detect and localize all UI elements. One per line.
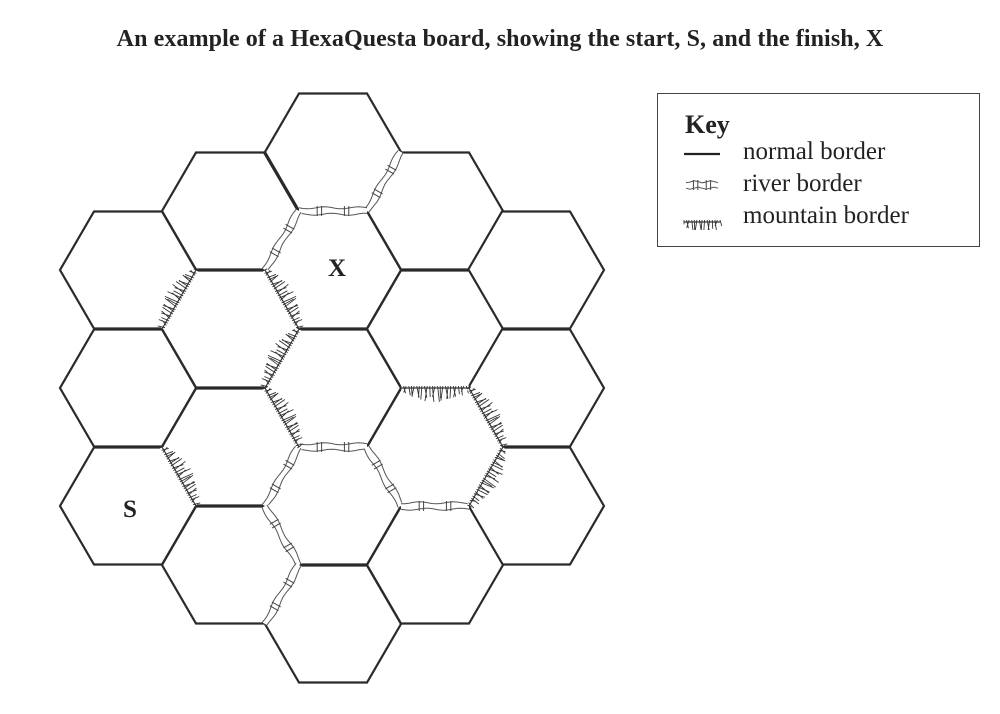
key-label-river: river border	[743, 170, 862, 197]
start-label: S	[123, 496, 137, 523]
river-border-9	[401, 501, 469, 511]
key-mountain-symbol	[684, 220, 722, 230]
river-border-4	[299, 442, 367, 452]
key-label-mountain: mountain border	[743, 202, 909, 229]
key-item-normal	[658, 138, 979, 168]
key-label-normal: normal border	[743, 138, 886, 165]
river-border-2	[299, 206, 367, 216]
key-item-river	[658, 170, 979, 200]
key-box	[657, 93, 980, 247]
finish-label: X	[327, 255, 347, 282]
key-river-symbol	[686, 180, 718, 190]
key-title: Key	[685, 110, 730, 139]
diagram-title: An example of a HexaQuesta board, showing the start, S, and the finish, X	[116, 26, 884, 52]
normal-border-icon	[680, 140, 724, 166]
hex-grid	[60, 94, 604, 683]
key-item-mountain	[658, 202, 979, 232]
mountain-border-icon	[680, 204, 724, 230]
river-border-icon	[680, 172, 724, 198]
